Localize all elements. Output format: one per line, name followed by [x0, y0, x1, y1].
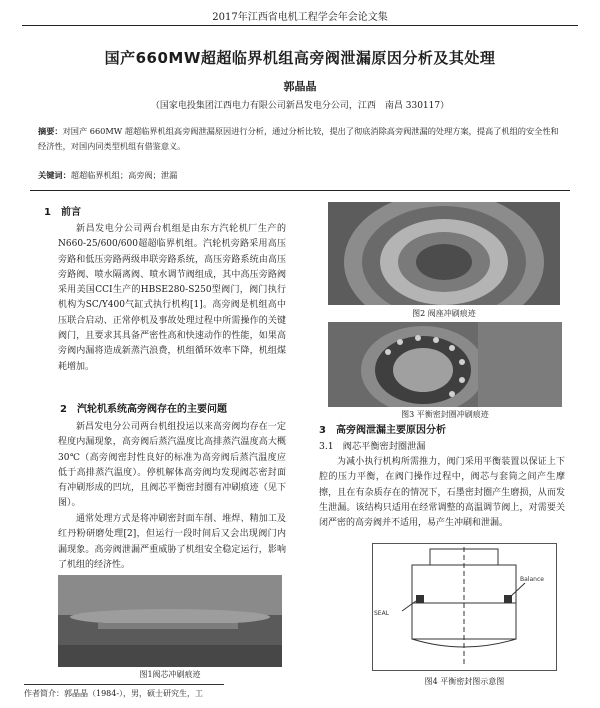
keywords-label: 关键词：: [38, 170, 71, 180]
figure-4-caption: 图4 平衡密封图示意图: [424, 677, 505, 686]
valve-seat-erosion-image: [328, 202, 560, 305]
header-rule: [22, 25, 578, 26]
section-1-heading: 1 前言: [44, 207, 81, 218]
section-2-heading: 2 汽轮机系统高旁阀存在的主要问题: [60, 404, 227, 415]
figure-2-caption: 图2 阀座冲刷痕迹: [412, 309, 476, 318]
figure-1-caption: 图1阀芯冲刷痕迹: [139, 670, 201, 679]
section-3-heading: 3 高旁阀泄漏主要原因分析: [319, 425, 446, 436]
section-2-body-2: 通常处理方式是将冲刷密封面车削、堆焊、精加工及红丹粉研磨处理[2]，但运行一段时间后又会出现阀门内漏现象。高旁阀泄漏严重威胁了机组安全稳定运行，影响了机组的经济性。: [58, 514, 286, 570]
section-3-1-heading: 3.1 阀芯平衡密封圈泄漏: [319, 441, 426, 452]
figure-1-photo: [58, 575, 282, 667]
section-2-body: 新昌发电分公司两台机组投运以来高旁阀均存在一定程度内漏现象，高旁阀后蒸汽温度比高排蒸汽温度高大概30℃（高旁阀密封性良好的标准为高旁阀后蒸汽温度应低于高排蒸汽温度）。停机解体高旁阀均发现阀芯密封面有冲刷形成的凹坑，且阀芯平衡密封圈有冲刷痕迹（见下图）。: [58, 422, 286, 509]
figure-2-photo: [328, 202, 560, 305]
abstract-text: 对国产 660MW 超超临界机组高旁阀泄漏原因进行分析，通过分析比较，提出了彻底消除高旁阀泄漏的处理方案，提高了机组的安全性和经济性，对国内同类型机组有借鉴意义。: [38, 126, 559, 151]
paper-title: 国产660MW超超临界机组高旁阀泄漏原因分析及其处理: [104, 49, 496, 67]
abstract-label: 摘要：: [38, 126, 63, 136]
author: 郭晶晶: [283, 80, 317, 93]
abstract-rule: [30, 190, 570, 191]
running-head: 2017年江西省电机工程学会年会论文集: [212, 12, 388, 23]
affiliation: （国家电投集团江西电力有限公司新昌发电分公司，江西 南昌 330117）: [150, 101, 450, 111]
section-3-1-body: 为减小执行机构所需推力，阀门采用平衡装置以保证上下腔的压力平衡，在阀门操作过程中，阀芯与套筒之间产生摩擦，且在有杂质存在的情况下，石墨密封圈产生磨损，从而发生泄漏。该结构只适用在经常调整的高温调节阀上，对需要关闭严密的高旁阀并不适用，易产生冲刷和泄漏。: [319, 457, 565, 529]
footnote-rule: [24, 684, 224, 685]
figure-4-label-balance: Balance: [520, 576, 544, 583]
keywords: [38, 170, 177, 181]
balance-seal-erosion-image: [328, 322, 562, 407]
keywords-text: 超超临界机组；高旁阀；泄漏: [70, 170, 178, 180]
figure-3-photo: [328, 322, 562, 407]
figure-4-label-seal: SEAL: [374, 610, 390, 617]
valve-core-erosion-image: [58, 575, 282, 667]
abstract: [38, 124, 562, 154]
section-1-body: 新昌发电分公司两台机组是由东方汽轮机厂生产的N660-25/600/600超超临界机组。汽轮机旁路采用高压旁路和低压旁路两级串联旁路系统，高压旁路系统由高压旁路阀、喷水隔离阀、喷水调节阀组成，其中高压旁路阀采用美国CCI生产的HBSE280-S250型阀门，阀门执行机构为SC/Y400气缸式执行机构[1]。高旁阀是机组高中压联合启动、正常停机及事故处理过程中所需操作的关键阀门，且要求其具备严密性高和快速动作的性能，如果高旁阀内漏将造成新蒸汽浪费，机组循环效率下降，机组煤耗增加。: [58, 224, 286, 372]
balance-seal-schematic: [372, 543, 557, 671]
footnote: 作者简介：郭晶晶（1984-），男，硕士研究生，工: [24, 689, 204, 698]
figure-4-diagram: [372, 543, 557, 671]
figure-3-caption: 图3 平衡密封圈冲刷痕迹: [401, 410, 489, 419]
